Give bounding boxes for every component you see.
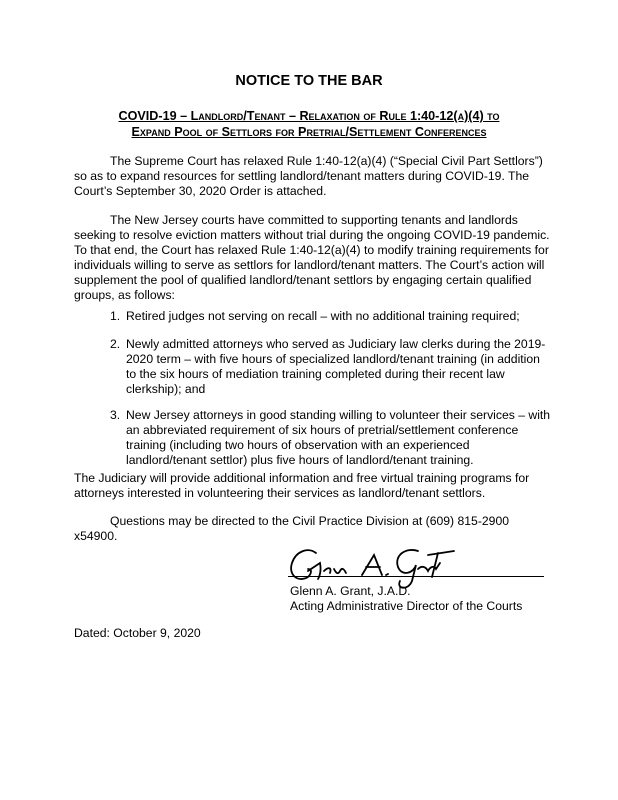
qualified-groups-list-2 [74,337,552,397]
list-item-number: 1. [110,309,121,323]
date-line: Dated: October 9, 2020 [74,626,201,640]
list-item [74,337,552,397]
qualified-groups-list-1 [74,309,552,324]
list-item-text: Newly admitted attorneys who served as Judiciary law clerks during the 2019-2020 term – with five hours of specialized landlord/tenant training (in addition to the six hours of mediation training completed during their recent law clerkship); and [126,337,546,396]
signature-line [288,576,544,577]
page-title: NOTICE TO THE BAR [235,73,383,89]
signer-name: Glenn A. Grant, J.A.D. [290,584,411,598]
subtitle-line-1: COVID-19 – Landlord/Tenant – Relaxation of Rule 1:40-12(a)(4) to [118,109,500,123]
list-item [74,408,552,468]
list-item-text: New Jersey attorneys in good standing willing to volunteer their services – with an abbreviated requirement of six hours of pretrial/settlement conference training (including two hours of observation with an experienced landlord/tenant settlor) plus five hours of landlord/tenant training. [126,408,551,467]
paragraph-training-info: The Judiciary will provide additional information and free virtual training programs for attorneys interested in volunteering their services as landlord/tenant settlors. [74,471,530,500]
signature-block [290,584,590,614]
list-item-number: 3. [110,408,121,422]
list-item-number: 2. [110,337,121,351]
paragraph-questions: Questions may be directed to the Civil Practice Division at (609) 815-2900 x54900. [74,514,509,543]
paragraph-intro: The Supreme Court has relaxed Rule 1:40-12(a)(4) (“Special Civil Part Settlors”) so as to expand resources for settling landlord/tenant matters during COVID-19. The Court’s September 30, 2020 Order is attached. [74,154,543,198]
paragraph-commitment: The New Jersey courts have committed to supporting tenants and landlords seeking to resolve eviction matters without trial during the ongoing COVID-19 pandemic. To that end, the Court has relaxed Rule 1:40-12(a)(4) to modify training requirements for individuals willing to serve as settlors for landlord/tenant matters. The Court’s action will supplement the pool of qualified landlord/tenant settlors by engaging certain qualified groups, as follows: [74,213,550,302]
list-item [74,309,552,324]
list-item-text: Retired judges not serving on recall – with no additional training required; [126,309,520,323]
qualified-groups-list-3 [74,408,552,468]
subtitle-line-2: Expand Pool of Settlors for Pretrial/Settlement Conferences [131,125,487,139]
signer-title: Acting Administrative Director of the Courts [290,599,523,613]
notice-subtitle [60,108,558,140]
